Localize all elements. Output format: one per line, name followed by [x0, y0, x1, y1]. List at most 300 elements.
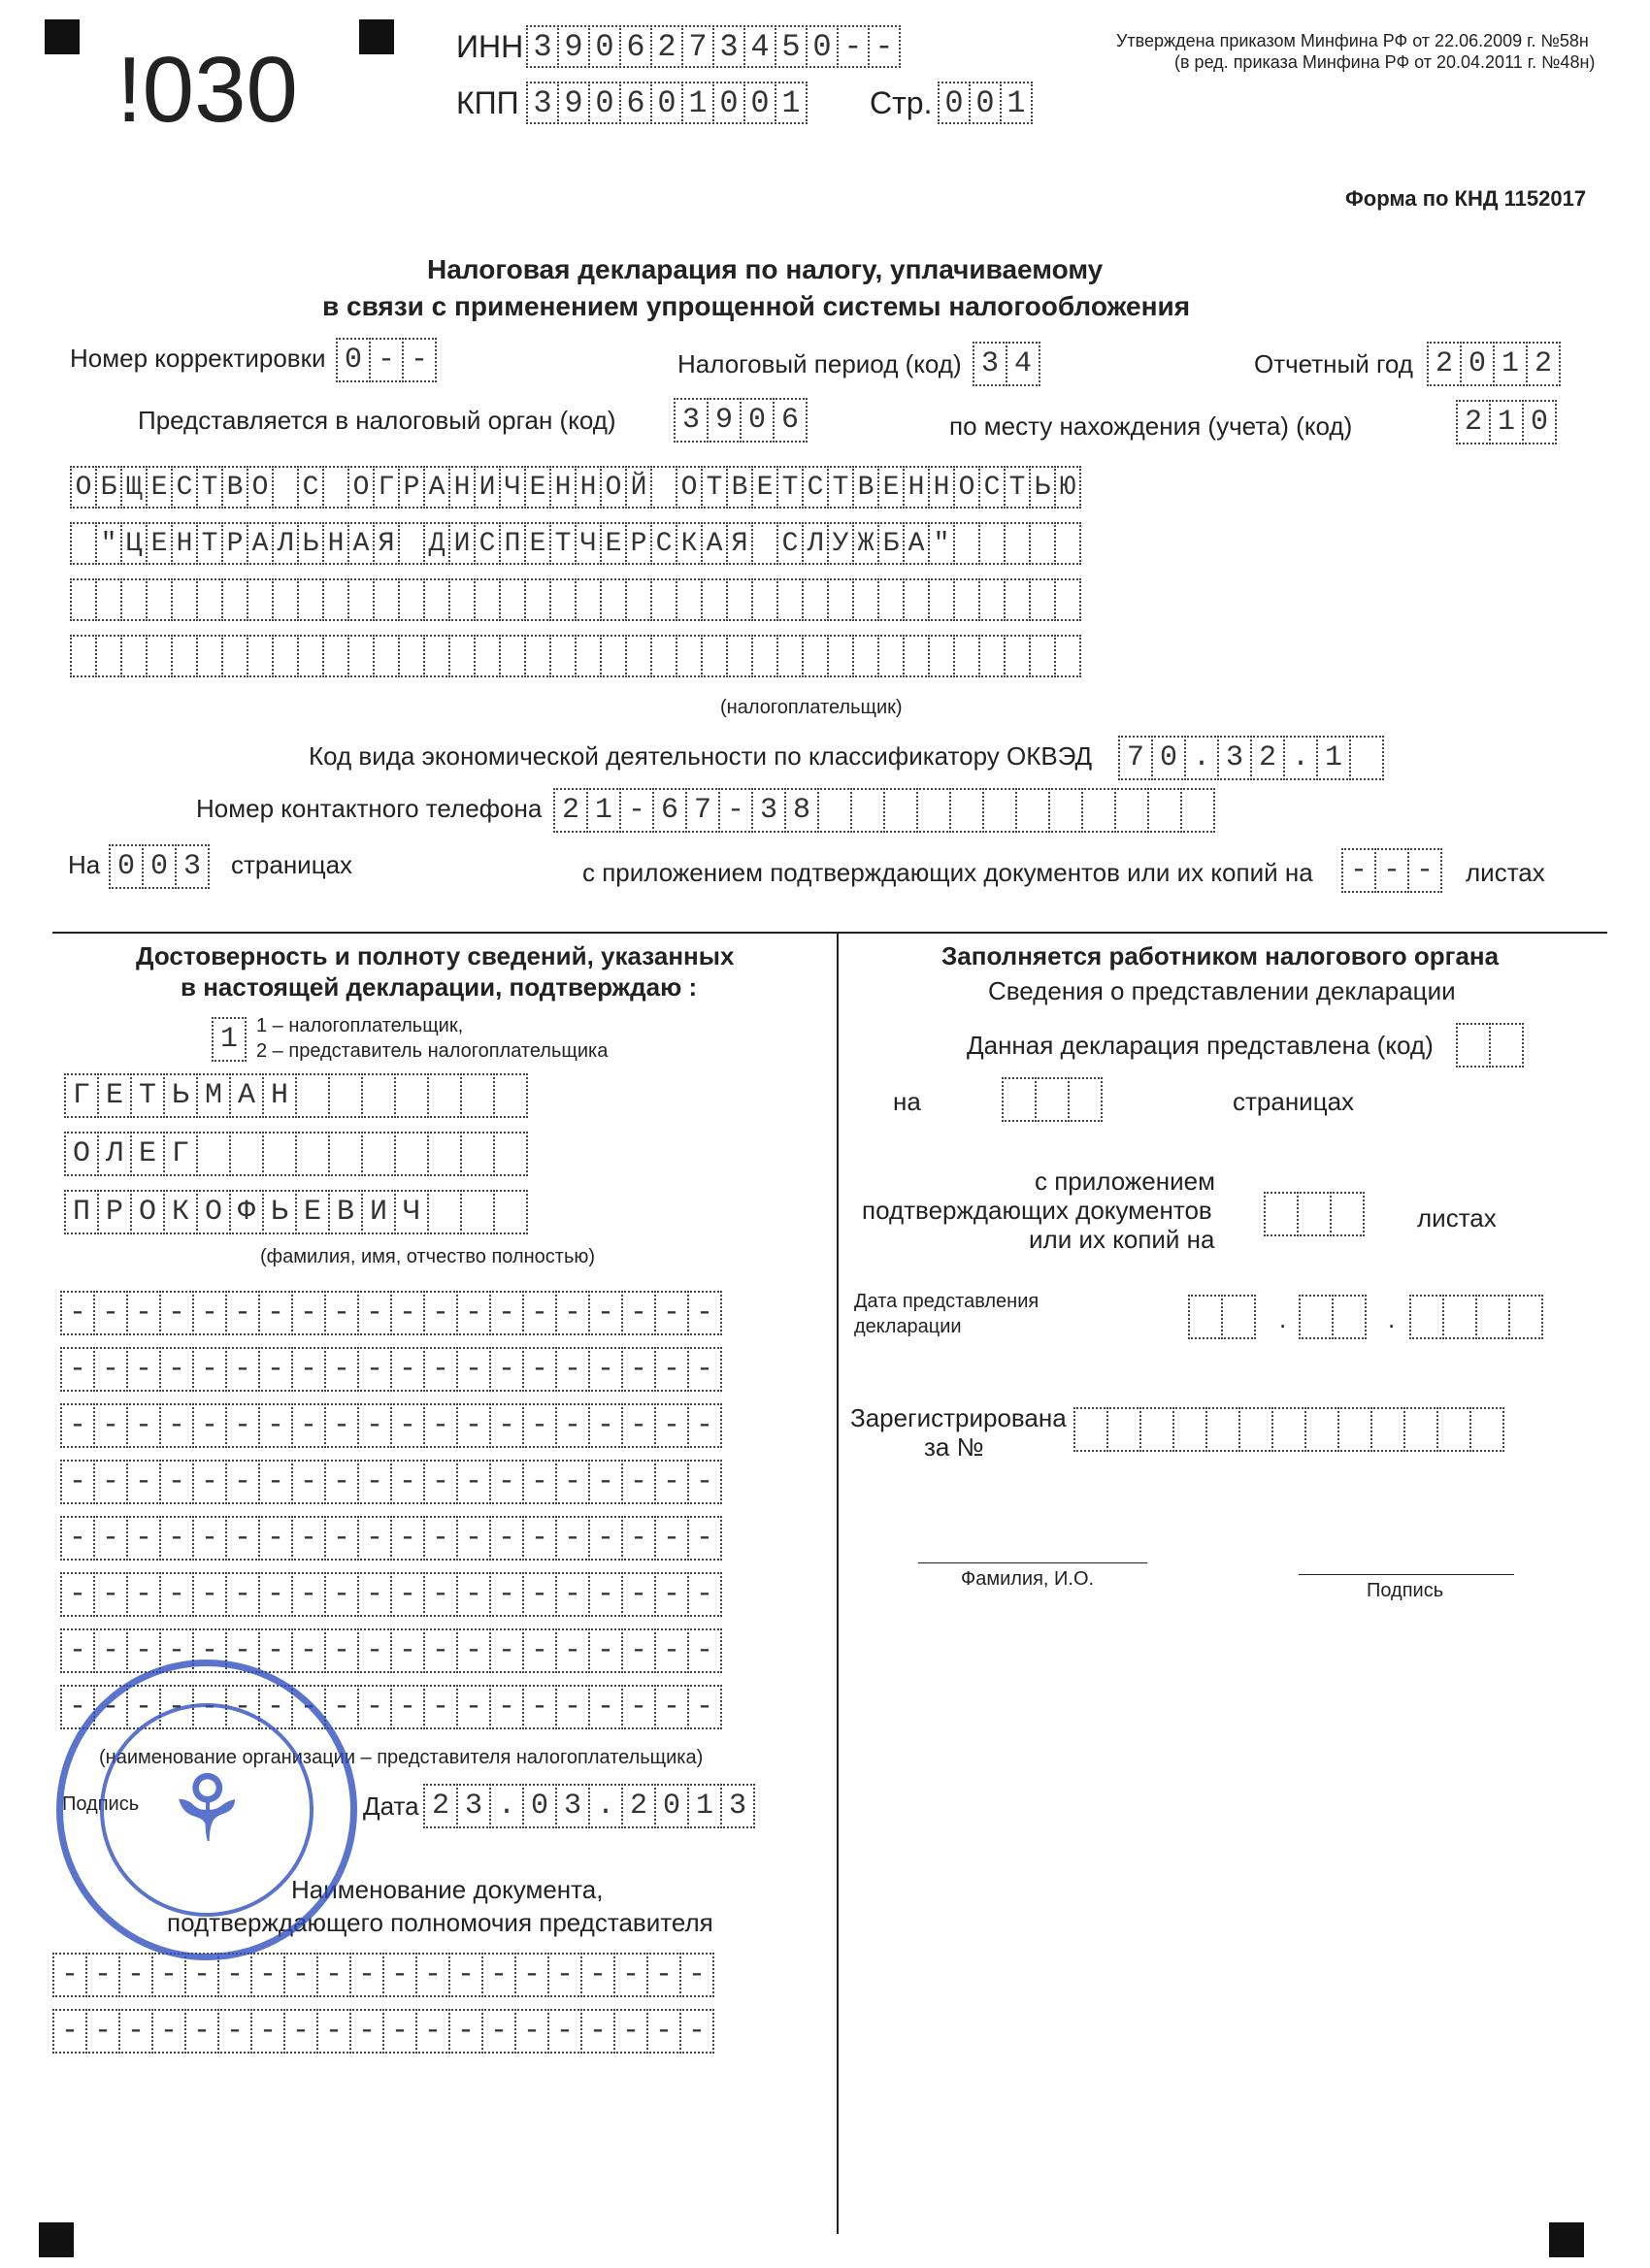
taxpayer-char-cell[interactable]	[423, 578, 450, 621]
pages-cell[interactable]: 0	[142, 844, 177, 889]
taxpayer-char-cell[interactable]: О	[247, 466, 274, 509]
okved-cell[interactable]: .	[1283, 736, 1318, 780]
taxpayer-char-cell[interactable]	[776, 635, 804, 677]
taxpayer-char-cell[interactable]: И	[448, 522, 476, 565]
taxpayer-char-cell[interactable]	[171, 635, 198, 677]
representative-org-cell[interactable]: -	[225, 1516, 260, 1561]
phone-cell[interactable]	[1114, 788, 1149, 833]
inn-cell[interactable]: 0	[588, 25, 621, 68]
okved-cell[interactable]	[1349, 736, 1384, 780]
representative-org-cell[interactable]: -	[456, 1460, 491, 1504]
authority-doc-cell[interactable]: -	[514, 2009, 549, 2054]
taxpayer-char-cell[interactable]	[1054, 522, 1081, 565]
surname-cell[interactable]	[328, 1073, 363, 1118]
phone-cell[interactable]	[850, 788, 885, 833]
representative-org-cell[interactable]: -	[324, 1628, 359, 1673]
taxpayer-char-cell[interactable]	[1029, 578, 1056, 621]
taxpayer-char-cell[interactable]	[802, 578, 829, 621]
taxpayer-char-cell[interactable]	[398, 635, 425, 677]
taxpayer-char-cell[interactable]	[1054, 635, 1081, 677]
inn-cell[interactable]: 4	[743, 25, 776, 68]
taxpayer-char-cell[interactable]	[247, 635, 274, 677]
first-name-cell[interactable]: Г	[163, 1132, 198, 1176]
taxpayer-char-cell[interactable]: Ч	[499, 466, 526, 509]
representative-org-cell[interactable]: -	[489, 1347, 524, 1392]
taxpayer-char-cell[interactable]: Щ	[120, 466, 148, 509]
phone-cell[interactable]: 3	[751, 788, 786, 833]
signer-type-field[interactable]	[212, 1017, 245, 1062]
representative-org-cell[interactable]: -	[654, 1685, 689, 1729]
representative-org-cell[interactable]: -	[159, 1572, 194, 1617]
taxpayer-char-cell[interactable]	[146, 578, 173, 621]
taxpayer-char-cell[interactable]	[701, 578, 728, 621]
representative-org-cell[interactable]: -	[489, 1572, 524, 1617]
kpp-cell[interactable]: 1	[681, 82, 714, 124]
authority-doc-cell[interactable]: -	[448, 1953, 483, 1997]
taxpayer-char-cell[interactable]	[1054, 578, 1081, 621]
taxpayer-char-cell[interactable]: Ц	[120, 522, 148, 565]
representative-org-cell[interactable]: -	[687, 1628, 722, 1673]
taxpayer-char-cell[interactable]	[549, 578, 577, 621]
taxpayer-char-cell[interactable]	[701, 635, 728, 677]
signer-cell[interactable]: 1	[212, 1017, 247, 1062]
taxpayer-char-cell[interactable]	[625, 578, 652, 621]
presented-cell[interactable]	[1489, 1023, 1524, 1068]
taxpayer-char-cell[interactable]: Н	[575, 466, 602, 509]
representative-org-cell[interactable]: -	[555, 1516, 590, 1561]
office-year-cell[interactable]	[1475, 1295, 1510, 1339]
authority-doc-cell[interactable]: -	[514, 1953, 549, 1997]
phone-cell[interactable]: 2	[553, 788, 588, 833]
representative-org-cell[interactable]: -	[522, 1460, 557, 1504]
phone-cell[interactable]	[982, 788, 1017, 833]
registration-cell[interactable]	[1403, 1407, 1438, 1452]
representative-org-cell[interactable]: -	[423, 1347, 458, 1392]
authority-doc-cell[interactable]: -	[349, 1953, 384, 1997]
taxpayer-char-cell[interactable]	[600, 635, 627, 677]
taxpayer-char-cell[interactable]: И	[474, 466, 501, 509]
taxpayer-char-cell[interactable]	[221, 635, 248, 677]
authority-doc-cell[interactable]: -	[184, 2009, 219, 2054]
taxpayer-char-cell[interactable]	[953, 522, 980, 565]
taxpayer-char-cell[interactable]	[827, 578, 854, 621]
representative-org-cell[interactable]: -	[60, 1685, 95, 1729]
representative-org-cell[interactable]: -	[159, 1403, 194, 1448]
page-cell[interactable]: 0	[969, 82, 1002, 124]
taxpayer-char-cell[interactable]: У	[827, 522, 854, 565]
correction-cell[interactable]: 0	[336, 338, 371, 382]
representative-org-cell[interactable]: -	[291, 1628, 326, 1673]
taxpayer-char-cell[interactable]: О	[70, 466, 97, 509]
representative-org-cell[interactable]: -	[291, 1572, 326, 1617]
location-cell[interactable]: 0	[1522, 400, 1557, 444]
kpp-field[interactable]	[526, 82, 806, 124]
registration-cell[interactable]	[1271, 1407, 1306, 1452]
taxpayer-char-cell[interactable]	[95, 635, 122, 677]
attach-cell[interactable]: -	[1407, 848, 1442, 893]
okved-cell[interactable]: 3	[1217, 736, 1252, 780]
first-name-cell[interactable]	[361, 1132, 396, 1176]
representative-org-cell[interactable]: -	[225, 1460, 260, 1504]
taxpayer-char-cell[interactable]	[953, 635, 980, 677]
representative-org-cell[interactable]: -	[225, 1685, 260, 1729]
surname-cell[interactable]	[427, 1073, 462, 1118]
taxpayer-char-cell[interactable]	[448, 635, 476, 677]
taxpayer-char-cell[interactable]	[1004, 578, 1031, 621]
taxpayer-char-cell[interactable]: Ж	[852, 522, 879, 565]
taxpayer-char-cell[interactable]	[1004, 635, 1031, 677]
authority-doc-cell[interactable]: -	[151, 1953, 186, 1997]
patronymic-cell[interactable]: В	[328, 1190, 363, 1234]
representative-org-cell[interactable]: -	[192, 1516, 227, 1561]
phone-cell[interactable]	[1015, 788, 1050, 833]
taxpayer-char-cell[interactable]: В	[726, 466, 753, 509]
taxpayer-char-cell[interactable]: Т	[1004, 466, 1031, 509]
representative-org-cell[interactable]: -	[291, 1516, 326, 1561]
office-year-cell[interactable]	[1508, 1295, 1543, 1339]
first-name-cell[interactable]	[493, 1132, 528, 1176]
tax-period-field[interactable]	[973, 342, 1039, 386]
authority-doc-cell[interactable]: -	[316, 2009, 351, 2054]
taxpayer-char-cell[interactable]: Н	[448, 466, 476, 509]
surname-cell[interactable]: А	[229, 1073, 264, 1118]
taxpayer-char-cell[interactable]: Е	[146, 466, 173, 509]
taxpayer-char-cell[interactable]	[776, 578, 804, 621]
taxpayer-char-cell[interactable]: Н	[171, 522, 198, 565]
taxpayer-char-cell[interactable]	[978, 522, 1006, 565]
representative-org-cell[interactable]: -	[192, 1628, 227, 1673]
representative-org-cell[interactable]: -	[192, 1291, 227, 1335]
representative-org-cell[interactable]: -	[258, 1628, 293, 1673]
taxpayer-char-cell[interactable]	[347, 578, 375, 621]
taxpayer-char-cell[interactable]: К	[676, 522, 703, 565]
patronymic-cell[interactable]: О	[196, 1190, 231, 1234]
representative-org-cell[interactable]: -	[324, 1572, 359, 1617]
taxpayer-char-cell[interactable]	[650, 578, 677, 621]
registration-cell[interactable]	[1436, 1407, 1471, 1452]
representative-org-cell[interactable]: -	[126, 1628, 161, 1673]
taxpayer-char-cell[interactable]	[297, 578, 324, 621]
taxpayer-char-cell[interactable]: С	[776, 522, 804, 565]
kpp-cell[interactable]: 3	[526, 82, 559, 124]
taxpayer-char-cell[interactable]: Б	[95, 466, 122, 509]
registration-cell[interactable]	[1337, 1407, 1372, 1452]
report-year-field[interactable]	[1427, 342, 1559, 386]
patronymic-cell[interactable]: О	[130, 1190, 165, 1234]
taxpayer-char-cell[interactable]: А	[423, 466, 450, 509]
taxpayer-char-cell[interactable]: П	[499, 522, 526, 565]
representative-org-cell[interactable]: -	[423, 1516, 458, 1561]
surname-cell[interactable]: Г	[64, 1073, 99, 1118]
representative-org-cell[interactable]: -	[522, 1347, 557, 1392]
taxpayer-char-cell[interactable]: Ю	[1054, 466, 1081, 509]
office-date-year-field[interactable]	[1409, 1295, 1541, 1339]
surname-cell[interactable]	[493, 1073, 528, 1118]
representative-org-cell[interactable]: -	[654, 1572, 689, 1617]
taxpayer-char-cell[interactable]: Т	[701, 466, 728, 509]
taxpayer-char-cell[interactable]: А	[347, 522, 375, 565]
representative-org-cell[interactable]: -	[258, 1516, 293, 1561]
representative-org-cell[interactable]: -	[423, 1291, 458, 1335]
taxpayer-char-cell[interactable]: С	[802, 466, 829, 509]
representative-org-cell[interactable]: -	[225, 1403, 260, 1448]
representative-org-cell[interactable]: -	[291, 1291, 326, 1335]
representative-org-cell[interactable]: -	[93, 1516, 128, 1561]
representative-org-cell[interactable]: -	[324, 1291, 359, 1335]
representative-org-cell[interactable]: -	[555, 1403, 590, 1448]
taxpayer-char-cell[interactable]: "	[928, 522, 955, 565]
taxpayer-char-cell[interactable]: Н	[549, 466, 577, 509]
taxpayer-char-cell[interactable]: Ь	[1029, 466, 1056, 509]
authority-doc-cell[interactable]: -	[151, 2009, 186, 2054]
presented-cell[interactable]	[1456, 1023, 1491, 1068]
first-name-field[interactable]	[64, 1132, 526, 1176]
authority-doc-cell[interactable]: -	[283, 1953, 318, 1997]
first-name-cell[interactable]: Л	[97, 1132, 132, 1176]
representative-org-cell[interactable]: -	[687, 1403, 722, 1448]
inn-cell[interactable]: 3	[712, 25, 745, 68]
taxpayer-char-cell[interactable]: В	[852, 466, 879, 509]
phone-cell[interactable]: -	[718, 788, 753, 833]
representative-org-cell[interactable]: -	[687, 1347, 722, 1392]
taxpayer-char-cell[interactable]: Я	[373, 522, 400, 565]
representative-org-cell[interactable]: -	[489, 1403, 524, 1448]
surname-cell[interactable]: Н	[262, 1073, 297, 1118]
representative-org-cell[interactable]: -	[159, 1628, 194, 1673]
taxpayer-char-cell[interactable]	[1029, 522, 1056, 565]
kpp-cell[interactable]: 9	[557, 82, 590, 124]
office-pages-cell[interactable]	[1002, 1077, 1037, 1122]
representative-org-cell[interactable]: -	[423, 1685, 458, 1729]
representative-org-cell[interactable]: -	[456, 1572, 491, 1617]
authority-cell[interactable]: 0	[740, 398, 775, 443]
representative-org-cell[interactable]: -	[159, 1460, 194, 1504]
office-month-cell[interactable]	[1299, 1295, 1334, 1339]
taxpayer-char-cell[interactable]	[448, 578, 476, 621]
authority-cell[interactable]: 3	[674, 398, 709, 443]
okved-cell[interactable]: 7	[1118, 736, 1153, 780]
authority-doc-cell[interactable]: -	[646, 1953, 681, 1997]
representative-org-cell[interactable]: -	[258, 1685, 293, 1729]
inn-cell[interactable]: 0	[806, 25, 839, 68]
location-cell[interactable]: 2	[1456, 400, 1491, 444]
surname-cell[interactable]: М	[196, 1073, 231, 1118]
first-name-cell[interactable]	[262, 1132, 297, 1176]
taxpayer-char-cell[interactable]	[120, 578, 148, 621]
taxpayer-char-cell[interactable]	[95, 578, 122, 621]
patronymic-cell[interactable]: Р	[97, 1190, 132, 1234]
attachments-count-field[interactable]	[1341, 848, 1440, 893]
office-pages-cell[interactable]	[1068, 1077, 1103, 1122]
phone-cell[interactable]	[1048, 788, 1083, 833]
phone-field[interactable]	[553, 788, 1213, 833]
representative-org-cell[interactable]: -	[555, 1572, 590, 1617]
authority-doc-cell[interactable]: -	[118, 1953, 153, 1997]
taxpayer-char-cell[interactable]	[322, 635, 349, 677]
representative-org-cell[interactable]: -	[654, 1460, 689, 1504]
taxpayer-char-cell[interactable]: Я	[726, 522, 753, 565]
office-day-cell[interactable]	[1221, 1295, 1256, 1339]
representative-org-cell[interactable]: -	[489, 1460, 524, 1504]
year-cell[interactable]: 0	[1460, 342, 1495, 386]
year-cell[interactable]: 2	[1427, 342, 1462, 386]
taxpayer-char-cell[interactable]	[827, 635, 854, 677]
inn-cell[interactable]: 7	[681, 25, 714, 68]
representative-org-cell[interactable]: -	[93, 1460, 128, 1504]
taxpayer-char-cell[interactable]	[549, 635, 577, 677]
surname-cell[interactable]: Е	[97, 1073, 132, 1118]
representative-org-cell[interactable]: -	[687, 1685, 722, 1729]
authority-cell[interactable]: 6	[773, 398, 808, 443]
representative-org-cell[interactable]: -	[324, 1460, 359, 1504]
taxpayer-char-cell[interactable]	[802, 635, 829, 677]
page-cell[interactable]: 0	[938, 82, 971, 124]
representative-org-cell[interactable]: -	[357, 1516, 392, 1561]
patronymic-cell[interactable]: Е	[295, 1190, 330, 1234]
representative-org-cell[interactable]: -	[588, 1347, 623, 1392]
representative-org-cell[interactable]: -	[588, 1572, 623, 1617]
representative-org-cell[interactable]: -	[555, 1347, 590, 1392]
representative-org-cell[interactable]: -	[555, 1685, 590, 1729]
representative-org-cell[interactable]: -	[621, 1347, 656, 1392]
okved-cell[interactable]: 2	[1250, 736, 1285, 780]
location-code-field[interactable]	[1456, 400, 1555, 444]
representative-org-cell[interactable]: -	[324, 1685, 359, 1729]
representative-org-cell[interactable]: -	[654, 1403, 689, 1448]
taxpayer-char-cell[interactable]: А	[903, 522, 930, 565]
representative-org-cell[interactable]: -	[60, 1347, 95, 1392]
representative-org-cell[interactable]: -	[225, 1347, 260, 1392]
taxpayer-char-cell[interactable]	[650, 635, 677, 677]
taxpayer-char-cell[interactable]: Е	[146, 522, 173, 565]
taxpayer-char-cell[interactable]	[474, 635, 501, 677]
taxpayer-char-cell[interactable]	[272, 466, 299, 509]
representative-org-cell[interactable]: -	[588, 1291, 623, 1335]
taxpayer-char-cell[interactable]: Й	[625, 466, 652, 509]
authority-doc-cell[interactable]: -	[547, 1953, 582, 1997]
office-day-cell[interactable]	[1188, 1295, 1223, 1339]
attach-cell[interactable]: -	[1341, 848, 1376, 893]
representative-org-cell[interactable]: -	[192, 1403, 227, 1448]
authority-doc-cell[interactable]: -	[382, 1953, 417, 1997]
authority-doc-cell[interactable]: -	[547, 2009, 582, 2054]
representative-org-cell[interactable]: -	[126, 1291, 161, 1335]
patronymic-cell[interactable]: И	[361, 1190, 396, 1234]
taxpayer-char-cell[interactable]: Е	[524, 466, 551, 509]
representative-org-cell[interactable]: -	[489, 1291, 524, 1335]
taxpayer-char-cell[interactable]	[524, 635, 551, 677]
taxpayer-char-cell[interactable]	[373, 635, 400, 677]
taxpayer-char-cell[interactable]: Т	[196, 522, 223, 565]
office-attachments-field[interactable]	[1264, 1192, 1363, 1236]
taxpayer-char-cell[interactable]: Е	[600, 522, 627, 565]
taxpayer-char-cell[interactable]	[625, 635, 652, 677]
taxpayer-char-cell[interactable]	[575, 635, 602, 677]
representative-org-cell[interactable]: -	[357, 1460, 392, 1504]
phone-cell[interactable]: 7	[685, 788, 720, 833]
taxpayer-char-cell[interactable]	[247, 578, 274, 621]
representative-org-cell[interactable]: -	[423, 1572, 458, 1617]
taxpayer-char-cell[interactable]	[903, 635, 930, 677]
surname-cell[interactable]	[361, 1073, 396, 1118]
phone-cell[interactable]: 6	[652, 788, 687, 833]
representative-org-row[interactable]	[60, 1291, 720, 1335]
taxpayer-char-cell[interactable]: Т	[827, 466, 854, 509]
phone-cell[interactable]	[1147, 788, 1182, 833]
representative-org-cell[interactable]: -	[60, 1403, 95, 1448]
representative-org-cell[interactable]: -	[588, 1685, 623, 1729]
correction-cell[interactable]: -	[369, 338, 404, 382]
year-cell[interactable]: 1	[1493, 342, 1528, 386]
representative-org-cell[interactable]: -	[93, 1685, 128, 1729]
representative-org-cell[interactable]: -	[60, 1291, 95, 1335]
representative-org-cell[interactable]: -	[654, 1347, 689, 1392]
representative-org-cell[interactable]: -	[522, 1291, 557, 1335]
taxpayer-char-cell[interactable]: Е	[877, 466, 905, 509]
patronymic-cell[interactable]	[427, 1190, 462, 1234]
inn-cell[interactable]: 9	[557, 25, 590, 68]
representative-org-cell[interactable]: -	[654, 1516, 689, 1561]
surname-cell[interactable]	[394, 1073, 429, 1118]
taxpayer-char-cell[interactable]	[297, 635, 324, 677]
authority-doc-cell[interactable]: -	[184, 1953, 219, 1997]
taxpayer-char-cell[interactable]: "	[95, 522, 122, 565]
taxpayer-char-cell[interactable]: Б	[877, 522, 905, 565]
representative-org-cell[interactable]: -	[159, 1516, 194, 1561]
representative-org-cell[interactable]: -	[324, 1347, 359, 1392]
representative-org-cell[interactable]: -	[390, 1516, 425, 1561]
representative-org-cell[interactable]: -	[324, 1403, 359, 1448]
representative-org-cell[interactable]: -	[456, 1403, 491, 1448]
representative-org-cell[interactable]: -	[357, 1291, 392, 1335]
representative-org-cell[interactable]: -	[687, 1516, 722, 1561]
attach-cell[interactable]: -	[1374, 848, 1409, 893]
patronymic-cell[interactable]: П	[64, 1190, 99, 1234]
office-attach-cell[interactable]	[1297, 1192, 1332, 1236]
representative-org-cell[interactable]: -	[357, 1347, 392, 1392]
representative-org-cell[interactable]: -	[423, 1628, 458, 1673]
registration-cell[interactable]	[1205, 1407, 1240, 1452]
taxpayer-char-cell[interactable]: С	[297, 466, 324, 509]
representative-org-cell[interactable]: -	[390, 1460, 425, 1504]
representative-org-cell[interactable]: -	[159, 1291, 194, 1335]
phone-cell[interactable]: -	[619, 788, 654, 833]
authority-doc-cell[interactable]: -	[646, 2009, 681, 2054]
taxpayer-char-cell[interactable]: С	[650, 522, 677, 565]
representative-org-cell[interactable]: -	[126, 1685, 161, 1729]
pages-cell[interactable]: 3	[175, 844, 210, 889]
representative-org-cell[interactable]: -	[159, 1685, 194, 1729]
registration-cell[interactable]	[1238, 1407, 1273, 1452]
authority-doc-cell[interactable]: -	[415, 1953, 450, 1997]
registration-cell[interactable]	[1172, 1407, 1207, 1452]
representative-org-cell[interactable]: -	[225, 1572, 260, 1617]
taxpayer-char-cell[interactable]	[196, 578, 223, 621]
taxpayer-char-cell[interactable]: Л	[272, 522, 299, 565]
inn-cell[interactable]: 6	[619, 25, 652, 68]
date-cell[interactable]: .	[588, 1784, 623, 1828]
first-name-cell[interactable]	[427, 1132, 462, 1176]
authority-doc-cell[interactable]: -	[217, 2009, 252, 2054]
taxpayer-char-cell[interactable]	[373, 578, 400, 621]
taxpayer-char-cell[interactable]	[499, 635, 526, 677]
kpp-cell[interactable]: 0	[588, 82, 621, 124]
taxpayer-char-cell[interactable]: А	[247, 522, 274, 565]
patronymic-field[interactable]	[64, 1190, 526, 1234]
office-attach-cell[interactable]	[1330, 1192, 1365, 1236]
registration-cell[interactable]	[1469, 1407, 1504, 1452]
taxpayer-char-cell[interactable]: О	[676, 466, 703, 509]
